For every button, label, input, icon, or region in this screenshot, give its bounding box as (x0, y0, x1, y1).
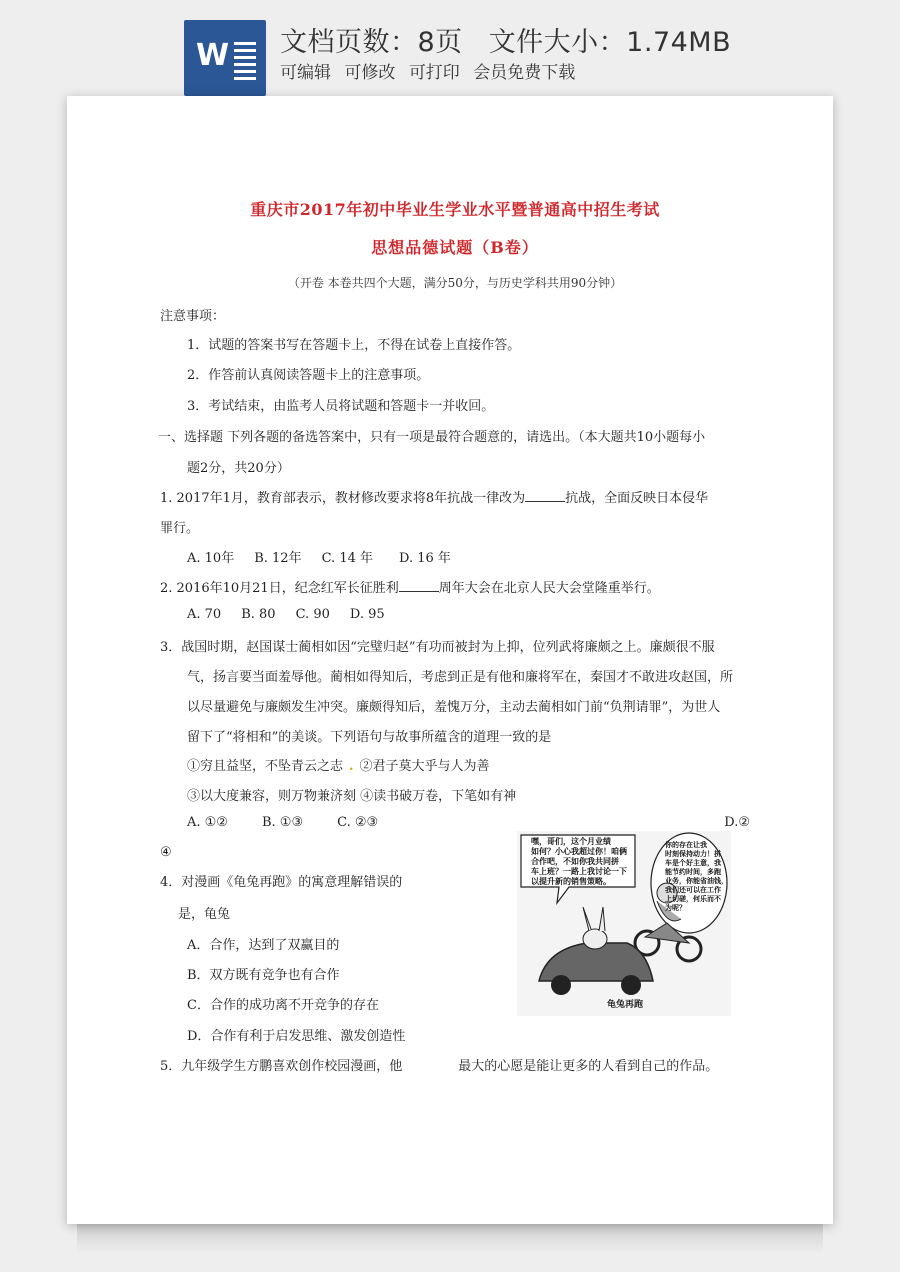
file-size: 文件大小：1.74MB (488, 27, 732, 58)
cartoon-caption: 龟兔再跑 (607, 1000, 644, 1010)
exam-title: 重庆市2017年初中毕业生学业水平暨普通高中招生考试 (250, 200, 660, 219)
option-b: B. 80 (241, 607, 276, 622)
option-a: A. 70 (187, 607, 222, 622)
option-a: A. ①② (187, 815, 228, 830)
option-c: C. 90 (295, 607, 330, 622)
word-document-icon: W (184, 20, 266, 96)
question-2: 2. 2016年10月21日，纪念红军长征胜利 周年大会在北京人民大会堂隆重举行。 (160, 581, 660, 596)
cartoon-image (517, 831, 731, 1016)
option-c: C．合作的成功离不开竞争的存在 (187, 998, 379, 1013)
question-5: 5．九年级学生方鹏喜欢创作校园漫画，他 最大的心愿是能让更多的人看到自己的作品。 (160, 1059, 719, 1074)
section-heading: 一、选择题 下列各题的备选答案中，只有一项是最符合题意的，请选出。（本大题共10小题每小 (158, 430, 706, 445)
feature-printable: 可打印 (408, 63, 460, 83)
option-b: B．双方既有竞争也有合作 (187, 968, 340, 983)
option-c: C. ②③ (337, 815, 379, 830)
question-3-cont: 留下了“将相和”的美谈。下列语句与故事所蕴含的道理一致的是 (187, 730, 552, 745)
question-3-items: ③以大度兼容，则万物兼济刻 ④读书破万卷，下笔如有神 (187, 789, 517, 804)
document-info (280, 20, 731, 59)
question-3-wrap: ④ (160, 845, 172, 860)
left-bubble-text: 嘿，哥们，这个月业绩 如何？小心我超过你！咱俩 合作吧，不如你我共同拼 车上班？一路上我讨论一下 以提升新的销售策略。 (531, 837, 627, 886)
exam-subject: 思想品德试题（B卷） (371, 238, 539, 257)
question-1: 1. 2017年1月，教育部表示，教材修改要求将8年抗战一律改为 抗战，全面反映日本侵华 (160, 491, 709, 506)
question-3-cont: 气，扬言要当面羞辱他。蔺相如得知后，考虑到正是有他和廉将军在，秦国才不敢进攻赵国，所 (187, 670, 734, 685)
feature-member-download: 会员免费下载 (473, 63, 576, 83)
document-page (67, 96, 833, 1224)
option-a: A. 10年 (187, 551, 235, 566)
answer-blank (525, 489, 565, 502)
option-d: D.② (724, 815, 750, 830)
option-b: B. 12年 (254, 551, 302, 566)
feature-list (280, 58, 583, 83)
right-bubble-text: 你的存在让我 时刻保持动力！拼 车是个好主意，我 能节约时间，多跑 业务，你能省油钱， 我们还可以在工作 上切磋，何乐而不 为呢？ (665, 841, 728, 912)
question-1-cont: 罪行。 (160, 521, 200, 536)
question-2-options (187, 607, 385, 622)
feature-modifiable: 可修改 (344, 63, 396, 83)
section-heading-cont: 题2分，共20分） (187, 461, 290, 476)
notice-item: 1．试题的答案书写在答题卡上，不得在试卷上直接作答。 (187, 338, 521, 353)
option-d: D. 95 (349, 607, 385, 622)
question-4: 4．对漫画《龟兔再跑》的寓意理解错误的 (160, 875, 403, 890)
document-banner (0, 0, 900, 96)
paper-shadow (77, 1224, 823, 1254)
page-count: 文档页数：8页 (280, 27, 463, 58)
feature-editable: 可编辑 (280, 63, 331, 83)
question-3-options (187, 815, 750, 830)
question-1-options (187, 547, 451, 566)
answer-blank (399, 579, 439, 592)
question-3-cont: 以尽量避免与廉颇发生冲突。廉颇得知后，羞愧万分，主动去蔺相如门前“负荆请罪”，为世人 (187, 700, 721, 715)
option-a: A．合作，达到了双赢目的 (187, 938, 340, 953)
question-3: 3．战国时期，赵国谋士蔺相如因“完璧归赵”有功而被封为上抑，位列武将廉颇之上。廉颇很不服 (160, 640, 715, 655)
stray-mark: . (349, 759, 354, 774)
option-d: D．合作有利于启发思维、激发创造性 (187, 1029, 406, 1044)
question-3-items: ①穷且益坚，不坠青云之志 . ②君子莫大乎与人为善 (187, 759, 490, 774)
option-d: D. 16 年 (399, 551, 451, 566)
notice-heading: 注意事项： (160, 309, 226, 324)
notice-item: 3．考试结束，由监考人员将试题和答题卡一并收回。 (187, 399, 495, 414)
notice-item: 2．作答前认真阅读答题卡上的注意事项。 (187, 368, 430, 383)
exam-note: （开卷 本卷共四个大题，满分50分，与历史学科共用90分钟） (287, 276, 623, 290)
option-c: C. 14 年 (321, 551, 374, 566)
option-b: B. ①③ (261, 815, 304, 830)
question-4-cont: 是，龟兔 (178, 907, 231, 922)
